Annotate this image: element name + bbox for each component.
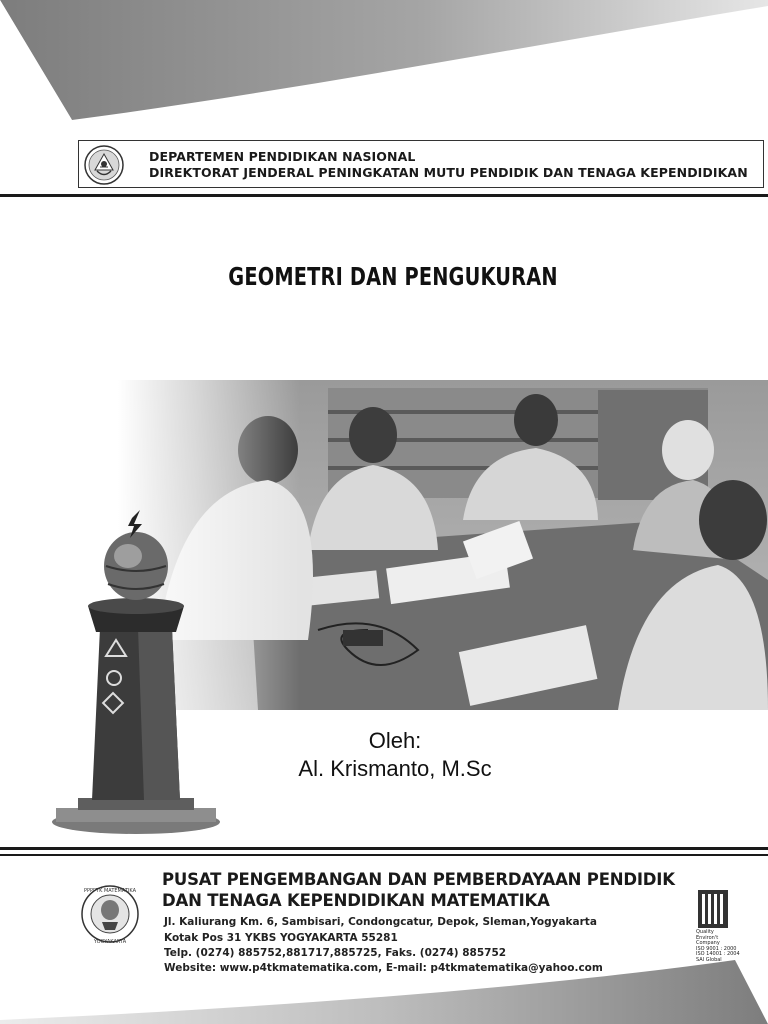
ministry-name: DEPARTEMEN PENDIDIKAN NASIONAL: [149, 149, 416, 164]
header-divider: [0, 194, 768, 197]
iso-text: [696, 930, 740, 964]
iso-mark: [698, 890, 728, 928]
iso-line: ISO 14001 : 2004: [696, 951, 740, 958]
institution-website: Website: www.p4tkmatematika.com, E-mail: p4tkmatematika@yahoo.com: [164, 962, 603, 974]
footer-logo-top-text: PPPPTK MATEMATIKA: [83, 888, 137, 894]
geometry-monument-statue: [48, 510, 224, 836]
institution-phone: Telp. (0274) 885752,881717,885725, Faks. (0274) 885752: [164, 947, 507, 959]
author-label: Oleh:: [368, 728, 422, 753]
institution-postbox: Kotak Pos 31 YKBS YOGYAKARTA 55281: [164, 932, 398, 944]
iso-line: ISO 9001 : 2000: [696, 945, 737, 952]
footer-logo-bottom-text: YOGYAKARTA: [93, 939, 127, 945]
footer-divider-bottom: [0, 854, 768, 856]
top-swoosh-decoration: [0, 0, 768, 130]
sai-global-certification-icon: [696, 890, 738, 962]
institution-name-line1: PUSAT PENGEMBANGAN DAN PEMBERDAYAAN PENDIDIK: [162, 870, 675, 889]
iso-line: Company: [696, 940, 720, 947]
footer-divider-top: [0, 847, 768, 850]
page-title: GEOMETRI DAN PENGUKURAN: [228, 262, 558, 291]
author-name: Al. Krismanto, M.Sc: [298, 756, 492, 781]
directorate-name: DIREKTORAT JENDERAL PENINGKATAN MUTU PENDIDIK DAN TENAGA KEPENDIDIKAN: [149, 165, 748, 180]
p4tk-matematika-emblem-icon: [78, 880, 142, 950]
institution-address: Jl. Kaliurang Km. 6, Sambisari, Condongcatur, Depok, Sleman,Yogyakarta: [164, 916, 597, 928]
iso-line: Quality: [696, 929, 714, 935]
iso-line: Environ't: [696, 934, 719, 941]
iso-line: SAI Global: [696, 956, 722, 963]
institution-name-line2: DAN TENAGA KEPENDIDIKAN MATEMATIKA: [162, 891, 550, 910]
tut-wuri-handayani-emblem-icon: [83, 144, 125, 186]
ministry-header: [78, 140, 764, 188]
